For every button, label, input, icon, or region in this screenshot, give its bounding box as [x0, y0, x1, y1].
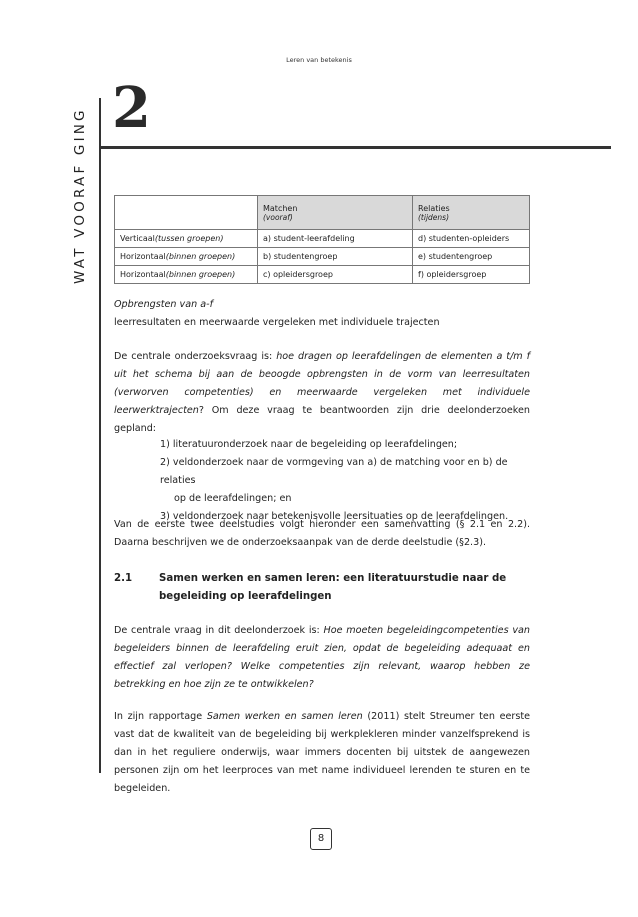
chapter-side-label: WAT VOORAF GING — [72, 107, 88, 284]
paragraph-lead: In zijn rapportage — [114, 711, 207, 722]
comparison-table — [114, 195, 530, 284]
subresearch-list — [160, 436, 535, 526]
row-label: Horizontaal — [120, 252, 166, 261]
list-item-continuation: op de leerafdelingen; en — [174, 493, 292, 504]
list-item: 2) veldonderzoek naar de vormgeving van a) de matching voor en b) de relaties — [160, 457, 508, 486]
header-title: Relaties — [418, 203, 450, 213]
vertical-rule — [99, 98, 101, 773]
header-title: Matchen — [263, 203, 298, 213]
table-header-matchen — [258, 196, 413, 230]
list-item: 1) literatuuronderzoek naar de begeleiding op leerafdelingen; — [160, 439, 458, 450]
row-label-qualifier: (binnen groepen) — [165, 270, 236, 279]
table-cell: b) studentengroep — [258, 248, 413, 266]
paragraph-central-question — [114, 622, 530, 694]
research-question-italic: hoe dragen op leerafdelingen de elementen a t/m f uit het schema bij aan de beoogde opbrengsten in de vorm van leerresultaten (verworven competenties) en meerwaarde vergeleken met individuele leerwerktrajecten — [114, 351, 530, 416]
opbrengsten-text: leerresultaten en meerwaarde vergeleken met individuele trajecten — [114, 317, 440, 328]
table-cell: c) opleidersgroep — [258, 266, 413, 284]
row-label: Verticaal — [120, 234, 155, 243]
section-number: 2.1 — [114, 573, 133, 584]
table-header-row — [115, 196, 530, 230]
paragraph-lead: De centrale vraag in dit deelonderzoek is: — [114, 625, 324, 636]
table-header-empty — [115, 196, 258, 230]
table-cell: d) studenten-opleiders — [413, 230, 530, 248]
running-head: Leren van betekenis — [286, 56, 352, 64]
paragraph-tail: (2011) stelt Streumer ten eerste vast dat de kwaliteit van de begeleiding bij werkplekleren minder vanzelfsprekend is dan in het reguliere onderwijs, waar immers docenten bij uitstek de aangewezen personen zijn om het leerproces van met name individueel lerenden te sturen en te begeleiden. — [114, 711, 530, 794]
list-item: 3) veldonderzoek naar betekenisvolle leersituaties op de leerafdelingen. — [160, 511, 509, 522]
table-cell-label — [115, 266, 258, 284]
table-cell-label — [115, 248, 258, 266]
paragraph-research-question — [114, 348, 530, 438]
chapter-number: 2 — [112, 75, 151, 141]
table-cell: f) opleidersgroep — [413, 266, 530, 284]
table-cell: e) studentengroep — [413, 248, 530, 266]
row-label-qualifier: (binnen groepen) — [165, 252, 236, 261]
paragraph-lead: De centrale onderzoeksvraag is: — [114, 351, 277, 362]
header-sub: (tijdens) — [418, 212, 449, 222]
table-row — [115, 248, 530, 266]
table-cell: a) student-leerafdeling — [258, 230, 413, 248]
row-label: Horizontaal — [120, 270, 166, 279]
row-label-qualifier: (tussen groepen) — [154, 234, 224, 243]
paragraph-summary: Van de eerste twee deelstudies volgt hieronder een samenvatting (§ 2.1 en 2.2). Daarna beschrijven we de onderzoeksaanpak van de derde deelstudie (§2.3). — [114, 519, 530, 548]
table-header-relaties — [413, 196, 530, 230]
opbrengsten-title: Opbrengsten van a-f — [114, 299, 213, 310]
paragraph-tail: ? Om deze vraag te beantwoorden zijn drie deelonderzoeken gepland: — [114, 405, 530, 434]
page-number: 8 — [310, 828, 332, 850]
opbrengsten-block — [114, 296, 530, 332]
report-title-italic: Samen werken en samen leren — [206, 711, 363, 722]
table-cell-label — [115, 230, 258, 248]
central-question-italic: Hoe moeten begeleidingcompetenties van begeleiders binnen de leerafdeling eruit zien, opdat de begeleiding adequaat en effectief zal verlopen? Welke competenties zijn relevant, waarop hebben ze betrekking en hoe zijn ze te ontwikkelen? — [114, 625, 530, 690]
table-row — [115, 266, 530, 284]
header-sub: (vooraf) — [263, 212, 293, 222]
table-row — [115, 230, 530, 248]
horizontal-rule — [99, 146, 611, 149]
paragraph-streumer — [114, 708, 530, 798]
section-title: Samen werken en samen leren: een literatuurstudie naar de begeleiding op leerafdelingen — [159, 573, 507, 602]
